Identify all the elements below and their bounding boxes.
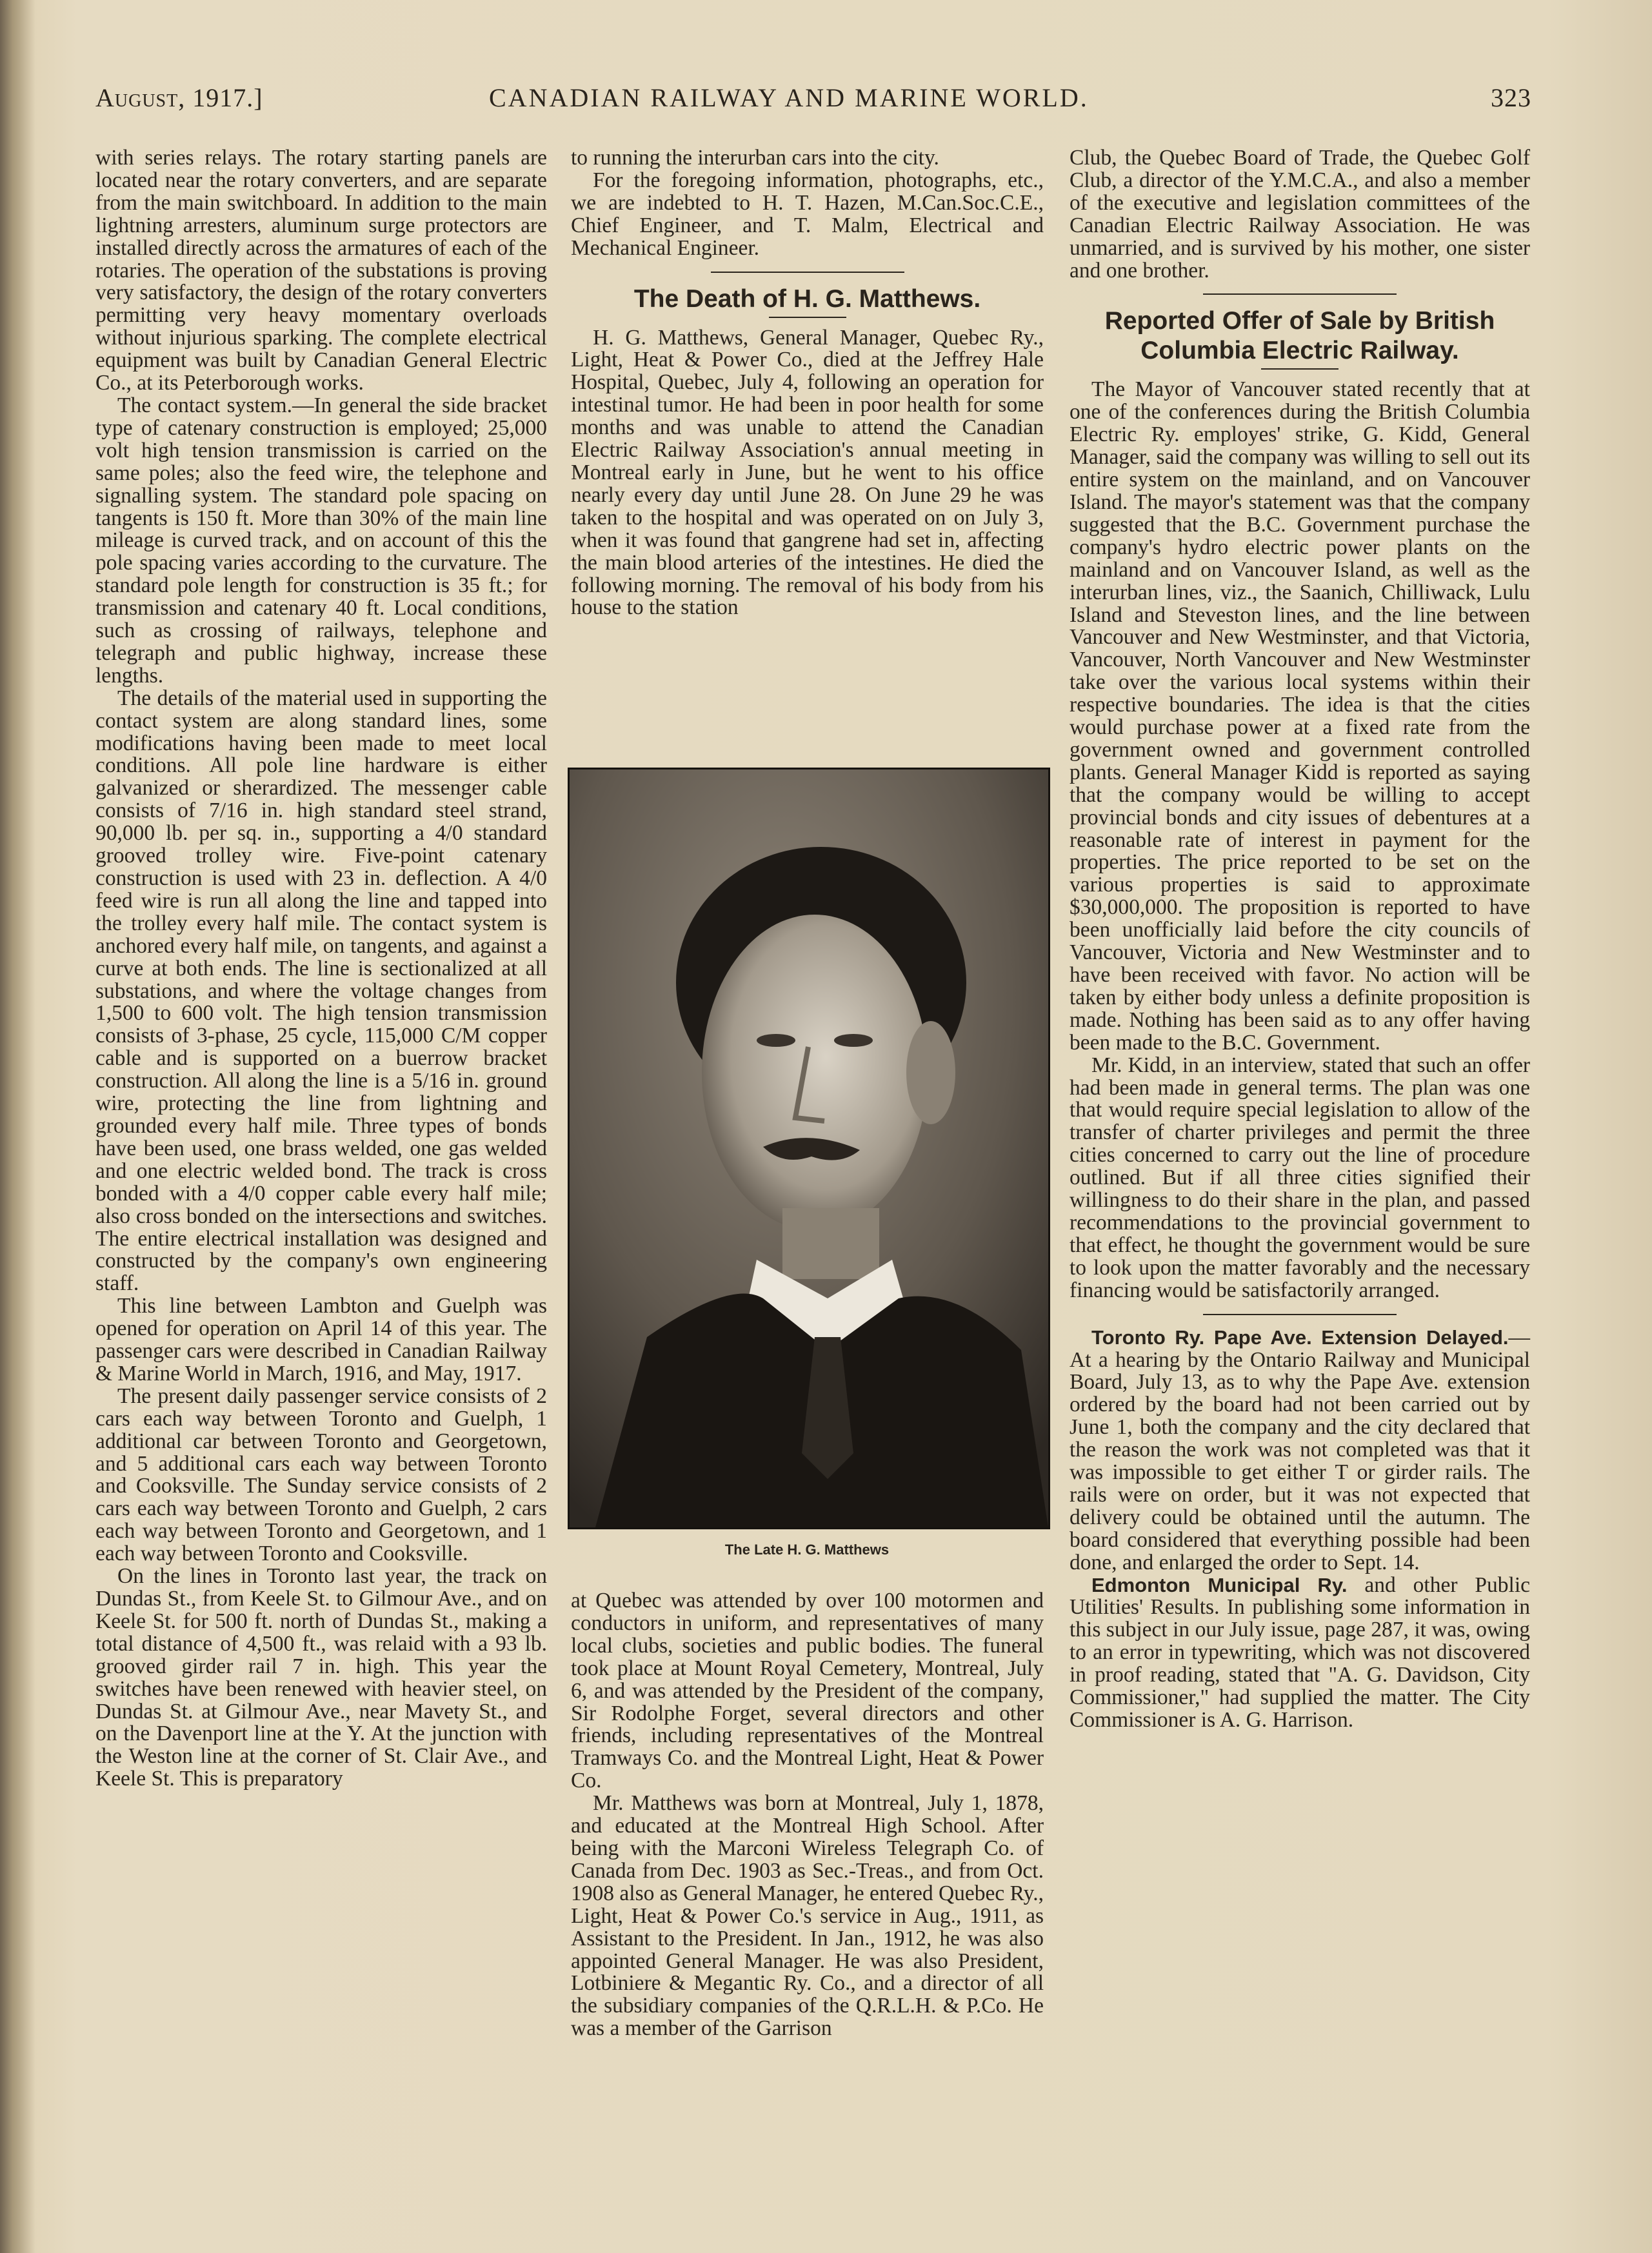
paragraph: The Mayor of Vancouver stated recently that at one of the conferences during the British Columbia Electric Ry. employes' strike, G. Kidd, General Manager, said the company was willing to sell out its entire system on the mainland, and on Vancouver Island. The mayor's statement was that the company suggested that the B.C. Government purchase the company's hydro electric power plants on the mainland and on Vancouver Island, as well as the interurban lines, viz., the Saanich, Chilliwack, Lulu Island and Steveston lines, and the line between Vancouver and New Westminster, and that Victoria, Vancouver, North Vancouver and New Westminster take over the various local systems within their respective boundaries. The idea is that the cities would purchase power at a fixed rate from the government owned and government controlled plants. General Manager Kidd is reported as saying that the company would be willing to accept provincial bonds and city issues of debentures at a reasonable rate of interest in payment for the properties. The price reported to be set on the various properties is said to approximate $30,000,000. The proposition is reported to have been unofficially laid before the city councils of Vancouver, Victoria and New Westminster and to have been received with favor. No action will be taken by either body unless a definite proposition is made. Nothing has been said as to any offer having been made to the B.C. Government. (1070, 377, 1530, 1055)
running-head (95, 83, 1531, 121)
news-item-title: Toronto Ry. Pape Ave. Extension Delayed. (1091, 1325, 1509, 1349)
paragraph: with series relays. The rotary starting panels are located near the rotary converters, and are separate from the main switchboard. In addition to the main lightning arresters, aluminum surge protectors are installed directly across the armatures of each of the rotaries. The operation of the substations is proving very satisfactory, the design of the rotary converters permitting very heavy momentary overloads without injurious sparking. The complete electrical equipment was built by Canadian General Electric Co., at its Peterborough works. (95, 146, 547, 395)
paragraph: Mr. Kidd, in an interview, stated that such an offer had been made in general terms. The plan was one that would require special legislation to allow of the transfer of charter privileges and permit the three cities concerned to carry out the line of procedure outlined. But if all three cities signified their willingness to do their share in the plan, and passed recommendations to the provincial government to that effect, he thought the government would be sure to look upon the matter favorably and the necessary financing would be satisfactorily arranged. (1070, 1053, 1530, 1302)
paragraph: at Quebec was attended by over 100 motormen and conductors in uniform, and representatives of many local clubs, societies and public bodies. The funeral took place at Mount Royal Cemetery, Montreal, July 6, and was attended by the President of the company, Sir Rodolphe Forget, several directors and other friends, including representatives of the Montreal Tramways Co. and the Montreal Light, Heat & Power Co. (571, 1589, 1044, 1793)
news-item-text: —At a hearing by the Ontario Railway and Municipal Board, July 13, as to why the Pape Ave. extension ordered by the board had not been carried out by June 1, both the company and the city declared that the reason the work was not completed was that it was impossible to get either T or girder rails. The rails were on order, but it was not expected that delivery could be obtained until the autumn. The board considered that everything possible had been done, and enlarged the order to Sept. 14. (1070, 1325, 1530, 1574)
column-2-upper (571, 147, 1044, 619)
section-divider (1203, 1314, 1397, 1315)
portrait-illustration (570, 769, 1048, 1527)
paragraph: to running the interurban cars into the city. (571, 146, 939, 170)
page-number: 323 (1491, 83, 1531, 112)
section-divider (1203, 293, 1397, 295)
publication-title: CANADIAN RAILWAY AND MARINE WORLD. (489, 83, 1089, 112)
portrait-photo (568, 768, 1050, 1529)
article-headline: Reported Offer of Sale by British Columbia Electric Railway. (1104, 307, 1495, 365)
paragraph: The contact system.—In general the side bracket type of catenary construction is employed; 25,000 volt high tension transmission is carried on the same poles; also the feed wire, the telephone and signalling system. The standard pole spacing on tangents is 150 ft. More than 30% of the main line mileage is curved track, and on account of this the pole spacing varies according to the curvature. The standard pole length for construction is 35 ft.; for transmission and catenary 40 ft. Local conditions, such as crossing of railways, telephone and telegraph and public highway, increase these lengths. (95, 393, 547, 688)
paragraph: The details of the material used in supporting the contact system are along standard lines, some modifications having been made to meet local conditions. All pole line hardware is either galvanized or sherardized. The messenger cable consists of 7/16 in. high standard steel strand, 90,000 lb. per sq. in., supporting a 4/0 standard grooved trolley wire. Five-point catenary construction is used with 23 in. deflection. A 4/0 feed wire is run all along the line and tapped into the trolley every half mile. The contact system is anchored every half mile, on tangents, and against a curve at both ends. The line is sectionalized at all substations, and where the voltage changes from 1,500 to 600 volt. The high tension transmission consists of 3-phase, 25 cycle, 115,000 C/M copper cable and is supported on a buerrow bracket construction. All along the line is a 5/16 in. ground wire, protecting the line from lightning and grounded every half mile. Three types of bonds have been used, one brass welded, one gas welded and one electric welded bond. The track is cross bonded with a 4/0 copper cable every half mile; also cross bonded on the intersections and switches. The entire electrical installation was designed and constructed by the company's own engineering staff. (95, 686, 547, 1296)
paragraph: Club, the Quebec Board of Trade, the Quebec Golf Club, a director of the Y.M.C.A., and also a member of the executive and legislation committees of the Canadian Electric Railway Association. He was unmarried, and is survived by his mother, one sister and one brother. (1070, 146, 1530, 283)
photo-caption: The Late H. G. Matthews (724, 1542, 890, 1558)
paragraph: Mr. Matthews was born at Montreal, July 1, 1878, and educated at the Montreal High School. After being with the Marconi Wireless Telegraph Co. of Canada from Dec. 1903 as Sec.-Treas., and from Oct. 1908 also as General Manager, he entered Quebec Ry., Light, Heat & Power Co.'s service in Aug., 1911, as Assistant to the President. In Jan., 1912, he was also appointed General Manager. He was also President, Lotbiniere & Megantic Ry. Co., and a director of all the subsidiary companies of the Q.R.L.H. & P.Co. He was a member of the Garrison (571, 1791, 1044, 2041)
issue-date: August, 1917.] (95, 83, 263, 112)
headline-rule (1261, 368, 1339, 370)
column-1 (95, 147, 547, 2198)
news-item (1070, 1327, 1530, 1574)
paragraph: The present daily passenger service consists of 2 cars each way between Toronto and Guelph, 1 additional car between Toronto and Georgetown, and 5 additional cars each way between Toronto and Cooksville. The Sunday service consists of 2 cars each way between Toronto and Guelph, 2 cars each way between Toronto and Georgetown, and 1 each way between Toronto and Cooksville. (95, 1384, 547, 1566)
column-2-lower (571, 1590, 1044, 2040)
news-item (1070, 1574, 1530, 1732)
news-item-text: and other Public Utilities' Results. In publishing some information in this subject in our July issue, page 287, it was, owing to an error in typewriting, which was not discovered in proof reading, stated that "A. G. Davidson, City Commissioner," had supplied the matter. The City Commissioner is A. G. Harrison. (1070, 1573, 1530, 1732)
binding-gutter (0, 0, 35, 2253)
section-divider (711, 272, 904, 273)
article-headline: The Death of H. G. Matthews. (633, 284, 981, 313)
paragraph: On the lines in Toronto last year, the track on Dundas St., from Keele St. to Gilmour Ave., and on Keele St. for 500 ft. north of Dundas St., making a total distance of 4,500 ft., was relaid with a 93 lb. grooved girder rail 7 in. high. This year the switches have been renewed with heavier steel, on Dundas St. at Gilmour Ave., near Mavety St., and on the Davenport line at the Y. At the junction with the Weston line at the corner of St. Clair Ave., and Keele St. This is preparatory (95, 1564, 547, 1791)
headline-rule (769, 317, 846, 318)
paragraph: H. G. Matthews, General Manager, Quebec Ry., Light, Heat & Power Co., died at the Jeffrey Hale Hospital, Quebec, July 4, following an operation for intestinal tumor. He had been in poor health for some months and was unable to attend the Canadian Electric Railway Association's annual meeting in Montreal early in June, but he went to his office nearly every day until June 28. On June 29 he was taken to the hospital and was operated on on July 3, when it was found that gangrene had set in, affecting the main blood arteries of the intestines. He died the following morning. The removal of his body from his house to the station (571, 325, 1044, 620)
column-3 (1070, 147, 1530, 1732)
paragraph: This line between Lambton and Guelph was opened for operation on April 14 of this year. The passenger cars were described in Canadian Railway & Marine World in March, 1916, and May, 1917. (95, 1294, 547, 1385)
paragraph: For the foregoing information, photographs, etc., we are indebted to H. T. Hazen, M.Can.Soc.C.E., Chief Engineer, and T. Malm, Electrical and Mechanical Engineer. (571, 168, 1044, 260)
news-item-title: Edmonton Municipal Ry. (1091, 1573, 1348, 1596)
